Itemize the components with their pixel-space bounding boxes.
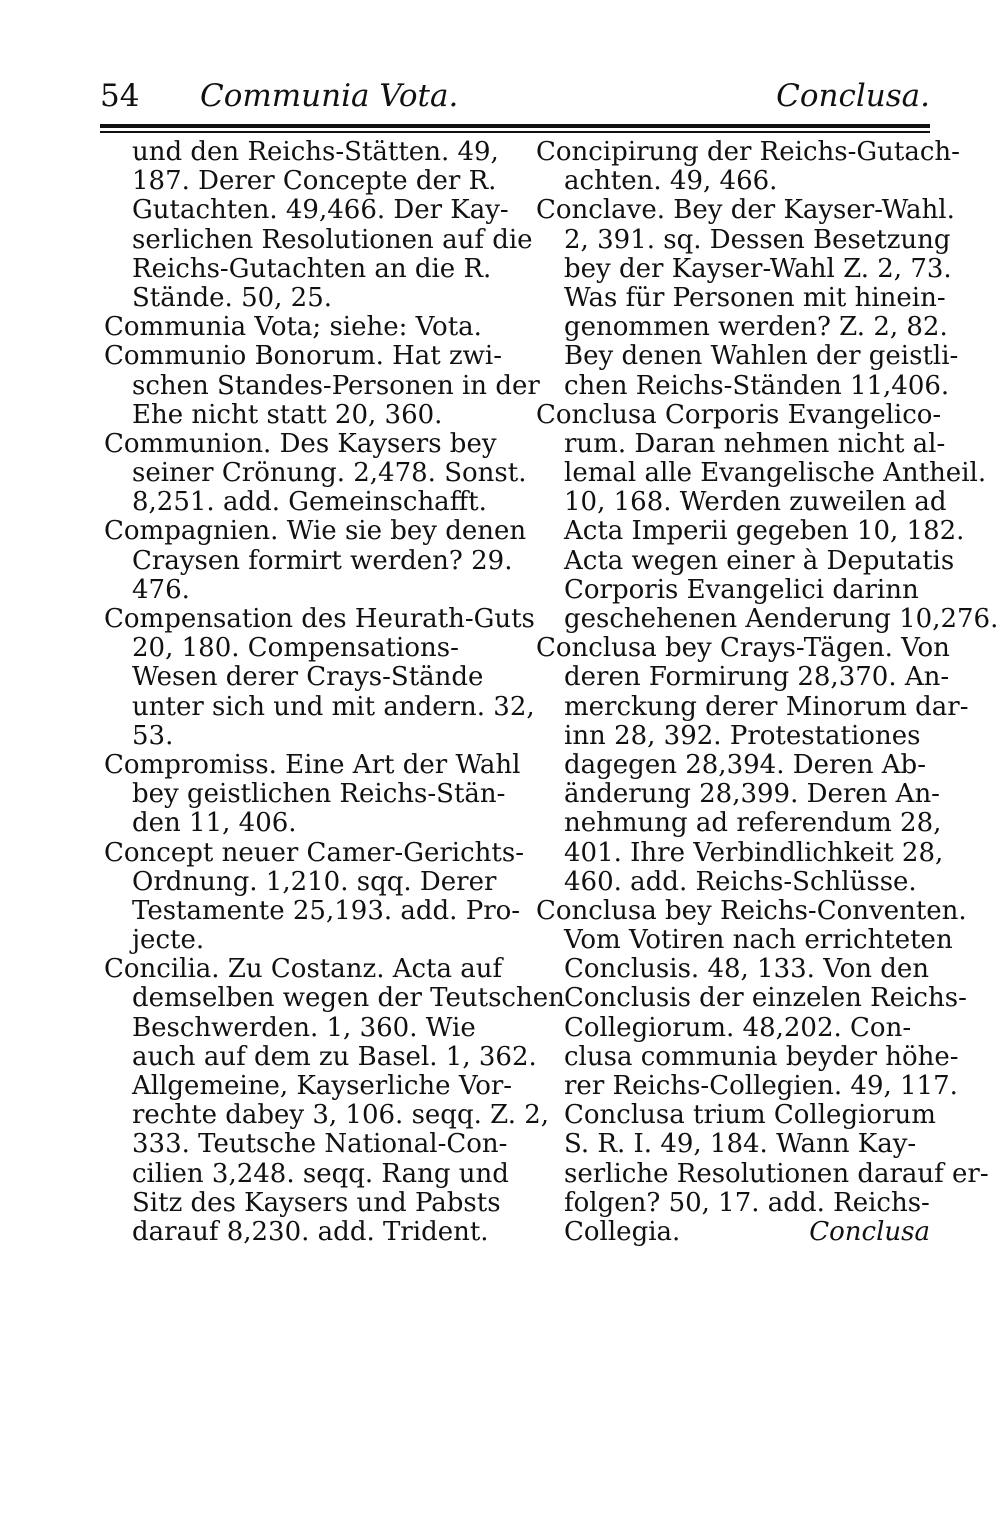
catchword: Conclusa (809, 1216, 930, 1247)
index-entry-continuation: änderung 28,399. Deren An- (564, 779, 940, 810)
index-entry-continuation: Acta Imperii gegeben 10, 182. (564, 516, 965, 547)
index-entry-continuation: den 11, 406. (132, 808, 297, 839)
index-entry-headword-line: Conclusa Corporis Evangelico- (536, 399, 942, 430)
index-entry-continuation: merckung derer Minorum dar- (564, 691, 969, 722)
running-title-left: Communia Vota. (200, 78, 459, 114)
index-entry-continuation: und den Reichs-Stätten. 49, (132, 137, 499, 167)
index-entry-continuation: Beschwerden. 1, 360. Wie (132, 1012, 476, 1043)
index-entry-continuation: Collegiorum. 48,202. Con- (564, 1012, 912, 1043)
index-entry-continuation: S. R. I. 49, 184. Wann Kay- (564, 1129, 917, 1160)
index-entry-continuation: nehmung ad referendum 28, (564, 808, 942, 839)
index-entry-continuation: geschehenen Aenderung 10,276. (564, 604, 999, 634)
index-entry-continuation: schen Standes-Personen in der (132, 370, 540, 401)
index-entry-continuation: lemal alle Evangelische Antheil. (564, 458, 987, 489)
page-header (100, 78, 930, 118)
index-entry-continuation: bey der Kayser-Wahl Z. 2, 73. (564, 253, 952, 284)
index-entry-continuation: Conclusis der einzelen Reichs- (564, 983, 967, 1014)
index-entry-continuation: unter sich und mit andern. 32, (132, 691, 535, 722)
index-entry-continuation: Bey denen Wahlen der geistli- (564, 341, 959, 372)
index-entry-continuation: 8,251. add. Gemeinschafft. (132, 487, 487, 518)
index-entry-headword-line: Conclusa bey Reichs-Conventen. (536, 895, 967, 926)
index-entry-continuation: 187. Derer Concepte der R. (132, 166, 497, 197)
index-entry-continuation: Was für Personen mit hinein- (564, 282, 946, 313)
index-entry-headword-line: Concipirung der Reichs-Gutach- (536, 137, 960, 167)
index-entry-continuation: rechte dabey 3, 106. seqq. Z. 2, (132, 1100, 550, 1131)
index-entry-continuation: Vom Votiren nach errichteten (564, 925, 953, 956)
index-entry-continuation: 53. (132, 720, 174, 751)
index-entry-continuation: 401. Ihre Verbindlichkeit 28, (564, 837, 944, 868)
page-number: 54 (100, 78, 140, 114)
index-entry-headword-line: Communion. Des Kaysers bey (104, 428, 497, 459)
index-entry-continuation: Reichs-Gutachten an die R. (132, 253, 492, 284)
index-entry-continuation: serlichen Resolutionen auf die (132, 224, 533, 255)
index-entry-continuation: folgen? 50, 17. add. Reichs- (564, 1187, 930, 1218)
index-entry-continuation: 2, 391. sq. Dessen Besetzung (564, 224, 951, 255)
index-entry-continuation: jecte. (132, 925, 205, 956)
index-entry-continuation: Ordnung. 1,210. sqq. Derer (132, 866, 497, 897)
index-entry-continuation: Ehe nicht statt 20, 360. (132, 399, 443, 430)
index-entry-continuation: deren Formirung 28,370. An- (564, 662, 950, 693)
index-entry-headword-line: Concilia. Zu Costanz. Acta auf (104, 954, 503, 985)
index-entry-headword-line: Compensation des Heurath-Guts (104, 604, 535, 634)
right-column (536, 137, 999, 1247)
header-rule-thick (100, 124, 930, 128)
index-entry-continuation: darauf 8,230. add. Trident. (132, 1216, 489, 1247)
index-entry-continuation: 333. Teutsche National-Con- (132, 1129, 508, 1160)
index-entry-continuation: rer Reichs-Collegien. 49, 117. (564, 1071, 958, 1101)
index-entry-headword-line: Compromiss. Eine Art der Wahl (104, 749, 521, 780)
index-entry-continuation: Conclusa trium Collegiorum (564, 1100, 936, 1131)
index-entry-continuation: Conclusis. 48, 133. Von den (564, 954, 930, 985)
index-entry-headword-line: Communio Bonorum. Hat zwi- (104, 341, 503, 372)
index-entry-continuation: seiner Crönung. 2,478. Sonst. (132, 458, 527, 489)
running-title-right: Conclusa. (776, 78, 930, 114)
index-entry-continuation: Collegia. Conclusa (564, 1216, 930, 1247)
index-entry-continuation: bey geistlichen Reichs-Stän- (132, 779, 506, 810)
index-entry-continuation: 476. (132, 574, 190, 605)
index-entry-continuation: Craysen formirt werden? 29. (132, 545, 513, 576)
index-entry-headword-line: Concept neuer Camer-Gerichts- (104, 837, 524, 868)
index-entry-continuation: demselben wegen der Teutschen (132, 983, 565, 1014)
index-entry-headword-line: Communia Vota; siehe: Vota. (104, 312, 482, 343)
index-entry-continuation: clusa communia beyder höhe- (564, 1041, 959, 1072)
index-entry-continuation: Stände. 50, 25. (132, 282, 333, 313)
index-entry-continuation: cilien 3,248. seqq. Rang und (132, 1158, 509, 1189)
index-entry-headword-line: Conclusa bey Crays-Tägen. Von (536, 633, 950, 664)
index-entry-continuation: dagegen 28,394. Deren Ab- (564, 749, 926, 780)
index-entry-continuation: Testamente 25,193. add. Pro- (132, 895, 521, 926)
index-entry-continuation: 20, 180. Compensations- (132, 633, 459, 664)
index-entry-continuation: serliche Resolutionen darauf er- (564, 1158, 989, 1189)
index-entry-continuation: achten. 49, 466. (564, 166, 778, 197)
index-entry-headword-line: Compagnien. Wie sie bey denen (104, 516, 527, 547)
left-column (104, 137, 565, 1247)
index-entry-continuation: Sitz des Kaysers und Pabsts (132, 1187, 501, 1218)
index-entry-continuation: rum. Daran nehmen nicht al- (564, 428, 946, 459)
index-entry-continuation: auch auf dem zu Basel. 1, 362. (132, 1041, 537, 1072)
index-entry-continuation: inn 28, 392. Protestationes (564, 720, 921, 751)
header-rule-thin (100, 131, 930, 133)
index-entry-continuation: Gutachten. 49,466. Der Kay- (132, 195, 509, 226)
index-entry-continuation: Allgemeine, Kayserliche Vor- (132, 1071, 513, 1101)
index-entry-continuation: Acta wegen einer à Deputatis (564, 545, 955, 576)
index-entry-continuation: chen Reichs-Ständen 11,406. (564, 370, 950, 401)
index-entry-continuation: 460. add. Reichs-Schlüsse. (564, 866, 917, 897)
index-entry-continuation: Corporis Evangelici darinn (564, 574, 919, 605)
index-entry-headword-line: Conclave. Bey der Kayser-Wahl. (536, 195, 955, 226)
index-entry-continuation: genommen werden? Z. 2, 82. (564, 312, 948, 343)
index-entry-continuation: Wesen derer Crays-Stände (132, 662, 484, 693)
index-entry-continuation: 10, 168. Werden zuweilen ad (564, 487, 947, 518)
